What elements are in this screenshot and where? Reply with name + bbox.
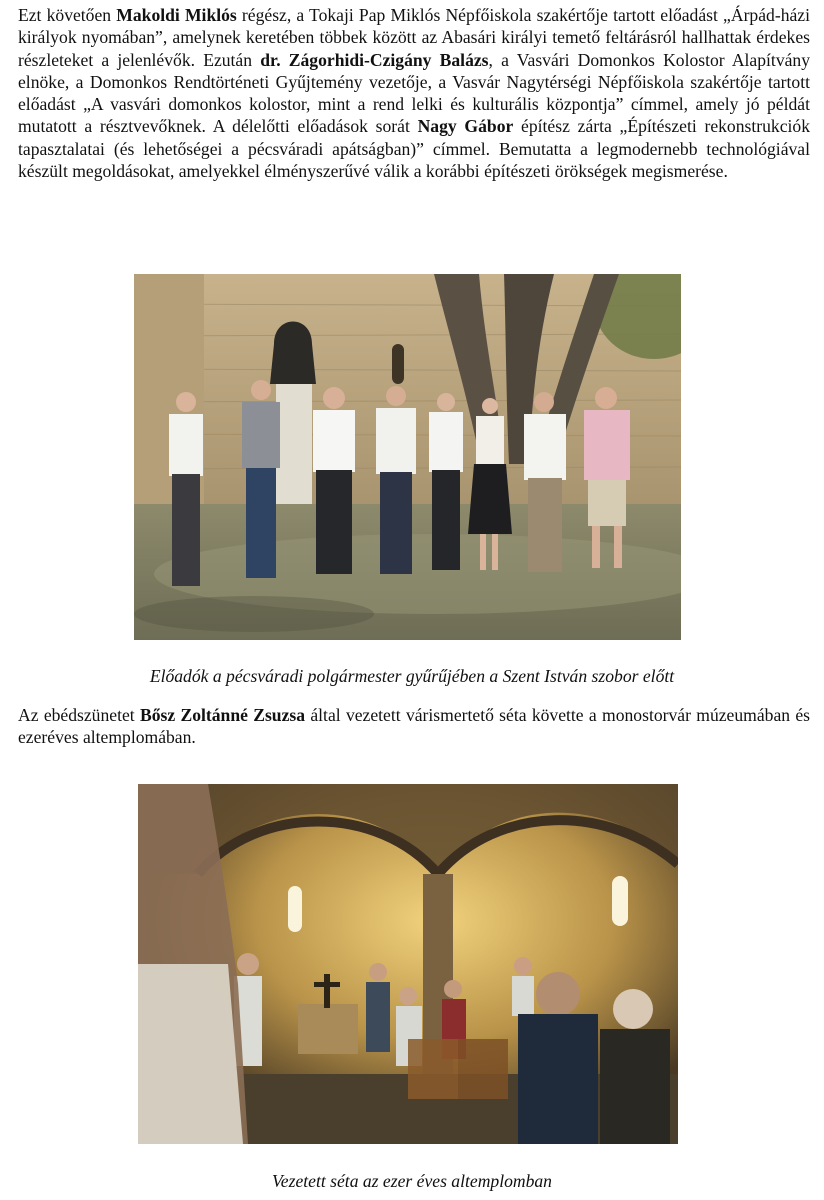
paragraph-guided-tour — [18, 704, 810, 749]
photo-crypt-tour — [138, 784, 678, 1144]
photo-crypt-illustration — [138, 784, 678, 1144]
speaker-name: dr. Zágorhidi-Czigány Balázs — [260, 49, 489, 70]
text-run: által vezetett várismertető séta követte a monostorvár múzeumában és ezeréves altemplomában. — [18, 705, 811, 748]
caption-crypt-photo: Vezetett séta az ezer éves altemplomban — [272, 1171, 552, 1191]
paragraph-lectures — [18, 4, 810, 182]
text-run: Az ebédszünetet — [18, 705, 140, 725]
text-run: Ezt követően — [18, 5, 117, 25]
guide-name: Bősz Zoltánné Zsuzsa — [139, 705, 306, 725]
text-run: építész zárta „Építészeti rekonstrukciók tapasztalatai (és lehetőségei a pécsváradi apátságban)” címmel. Bemutatta a legmodernebb technológiával készült megoldásokat, amelyekkel élményszerűvé válik a korábbi építészeti örökségek megismerése. — [18, 116, 810, 182]
photo-speakers-illustration — [134, 274, 681, 640]
speaker-name: Nagy Gábor — [417, 116, 514, 137]
photo-speakers-group — [134, 274, 681, 640]
speaker-name: Makoldi Miklós — [116, 5, 237, 25]
text-run: régész, a Tokaji Pap Miklós Népfőiskola szakértője tartott előadást „Árpád-házi királyok nyomában”, amelynek keretében többek között az Abasári királyi temető feltárásról hallhattak érdekes részleteket a jelenlévők. Ezután — [18, 5, 810, 70]
text-run: , a Vasvári Domonkos Kolostor Alapítvány elnöke, a Domonkos Rendtörténeti Gyűjtemény vezetője, a Vasvár Nagytérségi Népfőiskola szakértője tartott előadást „A vasvári domonkos kolostor, mint a rend lelki és kulturális központja” címmel, amely jó példát mutatott a résztvevőknek. A délelőtti előadások sorát — [18, 49, 811, 137]
caption-speakers-photo: Előadók a pécsváradi polgármester gyűrűjében a Szent István szobor előtt — [149, 666, 675, 686]
